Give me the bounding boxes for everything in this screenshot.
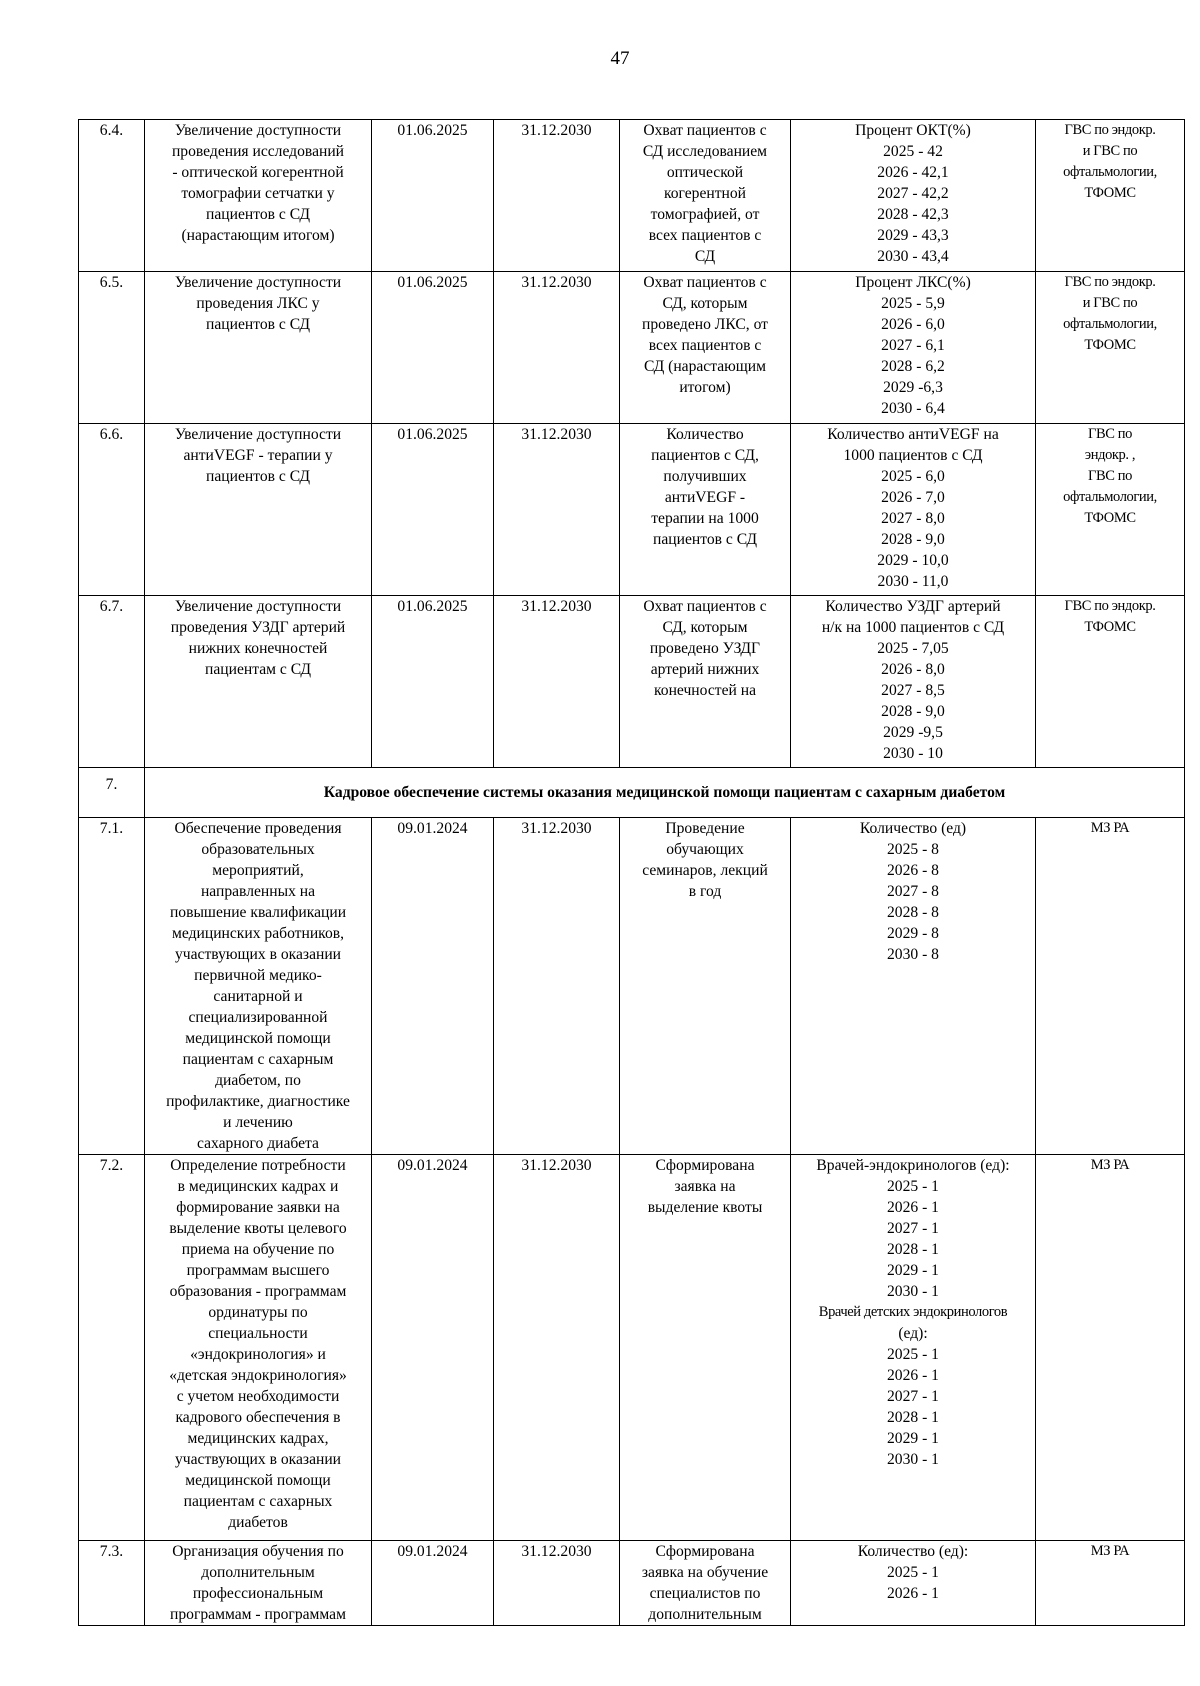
text-line: томографии сетчатки у	[181, 185, 335, 202]
text-line: 2027 - 42,2	[877, 185, 949, 202]
text-line: Охват пациентов с	[643, 598, 767, 615]
text-line: МЗ РА	[1090, 820, 1130, 836]
text-line: профессиональным	[192, 1585, 324, 1602]
text-line: проведения УЗДГ артерий	[170, 619, 346, 636]
text-line: дополнительным	[201, 1564, 315, 1581]
text-line: томографией, от	[650, 206, 760, 223]
text-line: формирование заявки на	[176, 1199, 340, 1216]
text-line: специальности	[208, 1325, 308, 1342]
start-date: 09.01.2024	[372, 818, 494, 1155]
indicator	[791, 818, 1036, 1155]
expected-result	[620, 120, 791, 272]
text-line: Охват пациентов с	[643, 274, 767, 291]
text-line: 2025 - 1	[887, 1178, 939, 1195]
text-line: 2025 - 6,0	[881, 468, 945, 485]
table-row	[79, 1155, 1185, 1541]
text-line: 2027 - 1	[887, 1388, 939, 1405]
text-line: 2028 - 42,3	[877, 206, 949, 223]
text-line: Увеличение доступности	[174, 598, 342, 615]
text-line: 2030 - 8	[887, 946, 939, 963]
row-number: 6.6.	[79, 424, 145, 596]
text-line: 2025 - 8	[887, 841, 939, 858]
text-line: кадрового обеспечения в	[175, 1409, 341, 1426]
measure-description	[145, 1155, 372, 1541]
text-line: МЗ РА	[1090, 1157, 1130, 1173]
text-line: 2029 -9,5	[883, 724, 943, 741]
text-line: Определение потребности	[170, 1157, 346, 1174]
text-line: Количество УЗДГ артерий	[825, 598, 1001, 615]
end-date: 31.12.2030	[494, 596, 620, 768]
expected-result	[620, 1541, 791, 1626]
text-line: 2028 - 9,0	[881, 703, 945, 720]
text-line: Сформирована	[655, 1543, 755, 1560]
text-line: Врачей детских эндокринологов	[818, 1304, 1008, 1320]
text-line: «детская эндокринология»	[169, 1367, 347, 1384]
indicator	[791, 424, 1036, 596]
indicator	[791, 272, 1036, 424]
text-line: 2026 - 7,0	[881, 489, 945, 506]
measure-description	[145, 1541, 372, 1626]
text-line: пациентов с СД,	[651, 447, 759, 464]
text-line: направленных на	[200, 883, 316, 900]
text-line: пациентам с сахарных	[183, 1493, 333, 1510]
expected-result	[620, 424, 791, 596]
end-date: 31.12.2030	[494, 1541, 620, 1626]
text-line: в год	[688, 883, 722, 900]
responsible	[1036, 818, 1185, 1155]
start-date: 09.01.2024	[372, 1155, 494, 1541]
text-line: Процент ОКТ(%)	[855, 122, 971, 139]
row-number: 7.1.	[79, 818, 145, 1155]
text-line: терапии на 1000	[651, 510, 759, 527]
text-line: выделение квоты целевого	[169, 1220, 347, 1237]
text-line: Охват пациентов с	[643, 122, 767, 139]
text-line: 2029 - 43,3	[877, 227, 949, 244]
text-line: 2027 - 8,0	[881, 510, 945, 527]
text-line: проведения ЛКС у	[196, 295, 320, 312]
text-line: н/к на 1000 пациентов с СД	[821, 619, 1005, 636]
text-line: офтальмологии,	[1063, 489, 1157, 505]
responsible	[1036, 120, 1185, 272]
start-date: 01.06.2025	[372, 272, 494, 424]
text-line: 2029 - 1	[887, 1430, 939, 1447]
responsible	[1036, 1155, 1185, 1541]
text-line: 2025 - 1	[887, 1346, 939, 1363]
text-line: 2025 - 7,05	[877, 640, 949, 657]
text-line: 2030 - 1	[887, 1451, 939, 1468]
start-date: 01.06.2025	[372, 424, 494, 596]
text-line: 2026 - 42,1	[877, 164, 949, 181]
text-line: ГВС по эндокр.	[1064, 122, 1156, 138]
text-line: санитарной и	[213, 988, 303, 1005]
text-line: (ед):	[898, 1325, 928, 1342]
text-line: Количество	[666, 426, 744, 443]
responsible	[1036, 424, 1185, 596]
start-date: 09.01.2024	[372, 1541, 494, 1626]
text-line: 2028 - 1	[887, 1241, 939, 1258]
text-line: обучающих	[666, 841, 744, 858]
text-line: медицинской помощи	[185, 1030, 331, 1047]
text-line: - оптической когерентной	[172, 164, 344, 181]
text-line: Количество антиVEGF на	[827, 426, 999, 443]
plan-table	[78, 119, 1185, 1626]
text-line: 2030 - 11,0	[877, 573, 949, 590]
text-line: пациентов с СД	[206, 316, 310, 333]
text-line: Количество (ед):	[857, 1543, 969, 1560]
indicator	[791, 120, 1036, 272]
text-line: пациентам с СД	[205, 661, 311, 678]
text-line: 2028 - 1	[887, 1409, 939, 1426]
text-line: пациентов с СД	[206, 206, 310, 223]
responsible	[1036, 272, 1185, 424]
text-line: 2026 - 1	[887, 1199, 939, 1216]
text-line: ТФОМС	[1084, 619, 1136, 635]
text-line: офтальмологии,	[1063, 316, 1157, 332]
measure-description	[145, 120, 372, 272]
responsible	[1036, 596, 1185, 768]
measure-description	[145, 272, 372, 424]
text-line: Увеличение доступности	[174, 426, 342, 443]
text-line: с учетом необходимости	[176, 1388, 340, 1405]
text-line: СД (нарастающим	[643, 358, 767, 375]
row-number: 7.2.	[79, 1155, 145, 1541]
text-line: 2030 - 10	[883, 745, 943, 762]
text-line: нижних конечностей	[188, 640, 328, 657]
text-line: диабетом, по	[215, 1072, 301, 1089]
text-line: 2030 - 1	[887, 1283, 939, 1300]
text-line: артерий нижних	[650, 661, 760, 678]
text-line: СД исследованием	[642, 143, 768, 160]
text-line: 2026 - 8,0	[881, 661, 945, 678]
text-line: в медицинских кадрах и	[177, 1178, 339, 1195]
text-line: 2025 - 42	[883, 143, 943, 160]
text-line: 1000 пациентов с СД	[843, 447, 983, 464]
section-title: Кадровое обеспечение системы оказания медицинской помощи пациентам с сахарным диабетом	[145, 768, 1185, 818]
end-date: 31.12.2030	[494, 272, 620, 424]
text-line: (нарастающим итогом)	[181, 227, 335, 244]
text-line: Количество (ед)	[859, 820, 967, 837]
text-line: Врачей-эндокринологов (ед):	[816, 1157, 1010, 1174]
text-line: 2030 - 6,4	[881, 400, 945, 417]
row-number: 6.4.	[79, 120, 145, 272]
section-row	[79, 768, 1185, 818]
text-line: 2028 - 6,2	[881, 358, 945, 375]
text-line: ТФОМС	[1084, 510, 1136, 526]
text-line: диабетов	[228, 1514, 288, 1531]
page-number: 47	[610, 48, 630, 69]
table-row	[79, 120, 1185, 272]
text-line: эндокр. ,	[1084, 447, 1136, 463]
text-line: всех пациентов с	[648, 337, 762, 354]
section-number: 7.	[79, 768, 145, 818]
text-line: специализированной	[188, 1009, 328, 1026]
text-line: медицинской помощи	[185, 1472, 331, 1489]
text-line: ГВС по	[1088, 468, 1132, 484]
expected-result	[620, 818, 791, 1155]
text-line: 2026 - 6,0	[881, 316, 945, 333]
text-line: 2027 - 1	[887, 1220, 939, 1237]
text-line: дополнительным	[648, 1606, 762, 1623]
table-row	[79, 1541, 1185, 1626]
text-line: Процент ЛКС(%)	[855, 274, 971, 291]
text-line: участвующих в оказании	[174, 1451, 342, 1468]
text-line: пациентов с СД	[653, 531, 757, 548]
text-line: повышение квалификации	[169, 904, 347, 921]
expected-result	[620, 272, 791, 424]
indicator	[791, 1541, 1036, 1626]
text-line: 2025 - 1	[887, 1564, 939, 1581]
text-line: пациентам с сахарным	[182, 1051, 334, 1068]
text-line: конечностей на	[654, 682, 756, 699]
text-line: медицинских работников,	[171, 925, 345, 942]
text-line: специалистов по	[649, 1585, 761, 1602]
text-line: ГВС по эндокр.	[1064, 598, 1156, 614]
text-line: итогом)	[679, 379, 731, 396]
text-line: 2028 - 8	[887, 904, 939, 921]
expected-result	[620, 1155, 791, 1541]
expected-result	[620, 596, 791, 768]
text-line: 2029 -6,3	[883, 379, 943, 396]
text-line: «эндокринология» и	[190, 1346, 326, 1363]
text-line: антиVEGF - терапии у	[183, 447, 333, 464]
text-line: всех пациентов с	[648, 227, 762, 244]
text-line: Сформирована	[655, 1157, 755, 1174]
text-line: сахарного диабета	[197, 1135, 319, 1152]
table-row	[79, 596, 1185, 768]
text-line: первичной медико-	[194, 967, 322, 984]
measure-description	[145, 424, 372, 596]
text-line: 2029 - 10,0	[877, 552, 949, 569]
text-line: программам высшего	[186, 1262, 330, 1279]
text-line: образовательных	[201, 841, 315, 858]
indicator	[791, 596, 1036, 768]
text-line: 2026 - 1	[887, 1367, 939, 1384]
text-line: и лечению	[223, 1114, 293, 1131]
measure-description	[145, 596, 372, 768]
measure-description	[145, 818, 372, 1155]
text-line: 2027 - 8,5	[881, 682, 945, 699]
text-line: Проведение	[665, 820, 745, 837]
responsible	[1036, 1541, 1185, 1626]
text-line: ГВС по эндокр.	[1064, 274, 1156, 290]
text-line: ТФОМС	[1084, 337, 1136, 353]
text-line: оптической	[666, 164, 744, 181]
text-line: СД	[694, 248, 716, 265]
text-line: семинаров, лекций	[642, 862, 768, 879]
text-line: антиVEGF -	[664, 489, 746, 506]
text-line: Обеспечение проведения	[174, 820, 342, 837]
text-line: 2026 - 8	[887, 862, 939, 879]
table-row	[79, 818, 1185, 1155]
table-row	[79, 424, 1185, 596]
text-line: 2030 - 43,4	[877, 248, 949, 265]
text-line: 2028 - 9,0	[881, 531, 945, 548]
text-line: приема на обучение по	[181, 1241, 335, 1258]
start-date: 01.06.2025	[372, 596, 494, 768]
text-line: 2027 - 6,1	[881, 337, 945, 354]
row-number: 6.5.	[79, 272, 145, 424]
text-line: ТФОМС	[1084, 185, 1136, 201]
end-date: 31.12.2030	[494, 818, 620, 1155]
text-line: проведено ЛКС, от	[641, 316, 768, 333]
row-number: 7.3.	[79, 1541, 145, 1626]
indicator	[791, 1155, 1036, 1541]
text-line: заявка на обучение	[641, 1564, 769, 1581]
end-date: 31.12.2030	[494, 424, 620, 596]
text-line: заявка на	[674, 1178, 736, 1195]
table-row	[79, 272, 1185, 424]
end-date: 31.12.2030	[494, 1155, 620, 1541]
text-line: ГВС по	[1088, 426, 1132, 442]
text-line: СД, которым	[662, 619, 748, 636]
row-number: 6.7.	[79, 596, 145, 768]
start-date: 01.06.2025	[372, 120, 494, 272]
text-line: 2026 - 1	[887, 1585, 939, 1602]
text-line: мероприятий,	[212, 862, 304, 879]
text-line: участвующих в оказании	[174, 946, 342, 963]
text-line: Увеличение доступности	[174, 274, 342, 291]
text-line: СД, которым	[662, 295, 748, 312]
text-line: пациентов с СД	[206, 468, 310, 485]
text-line: программам - программам	[170, 1606, 346, 1623]
text-line: проведено УЗДГ	[649, 640, 761, 657]
text-line: профилактике, диагностике	[166, 1093, 350, 1110]
text-line: выделение квоты	[647, 1199, 763, 1216]
end-date: 31.12.2030	[494, 120, 620, 272]
text-line: проведения исследований	[171, 143, 345, 160]
text-line: образования - программам	[169, 1283, 347, 1300]
text-line: Увеличение доступности	[174, 122, 342, 139]
text-line: и ГВС по	[1082, 295, 1138, 311]
text-line: Организация обучения по	[172, 1543, 344, 1560]
text-line: и ГВС по	[1082, 143, 1138, 159]
text-line: получивших	[663, 468, 747, 485]
text-line: ординатуры по	[208, 1304, 308, 1321]
text-line: 2029 - 8	[887, 925, 939, 942]
text-line: офтальмологии,	[1063, 164, 1157, 180]
text-line: МЗ РА	[1090, 1543, 1130, 1559]
text-line: медицинских кадрах,	[187, 1430, 329, 1447]
text-line: когерентной	[663, 185, 747, 202]
text-line: 2029 - 1	[887, 1262, 939, 1279]
text-line: 2025 - 5,9	[881, 295, 945, 312]
text-line: 2027 - 8	[887, 883, 939, 900]
